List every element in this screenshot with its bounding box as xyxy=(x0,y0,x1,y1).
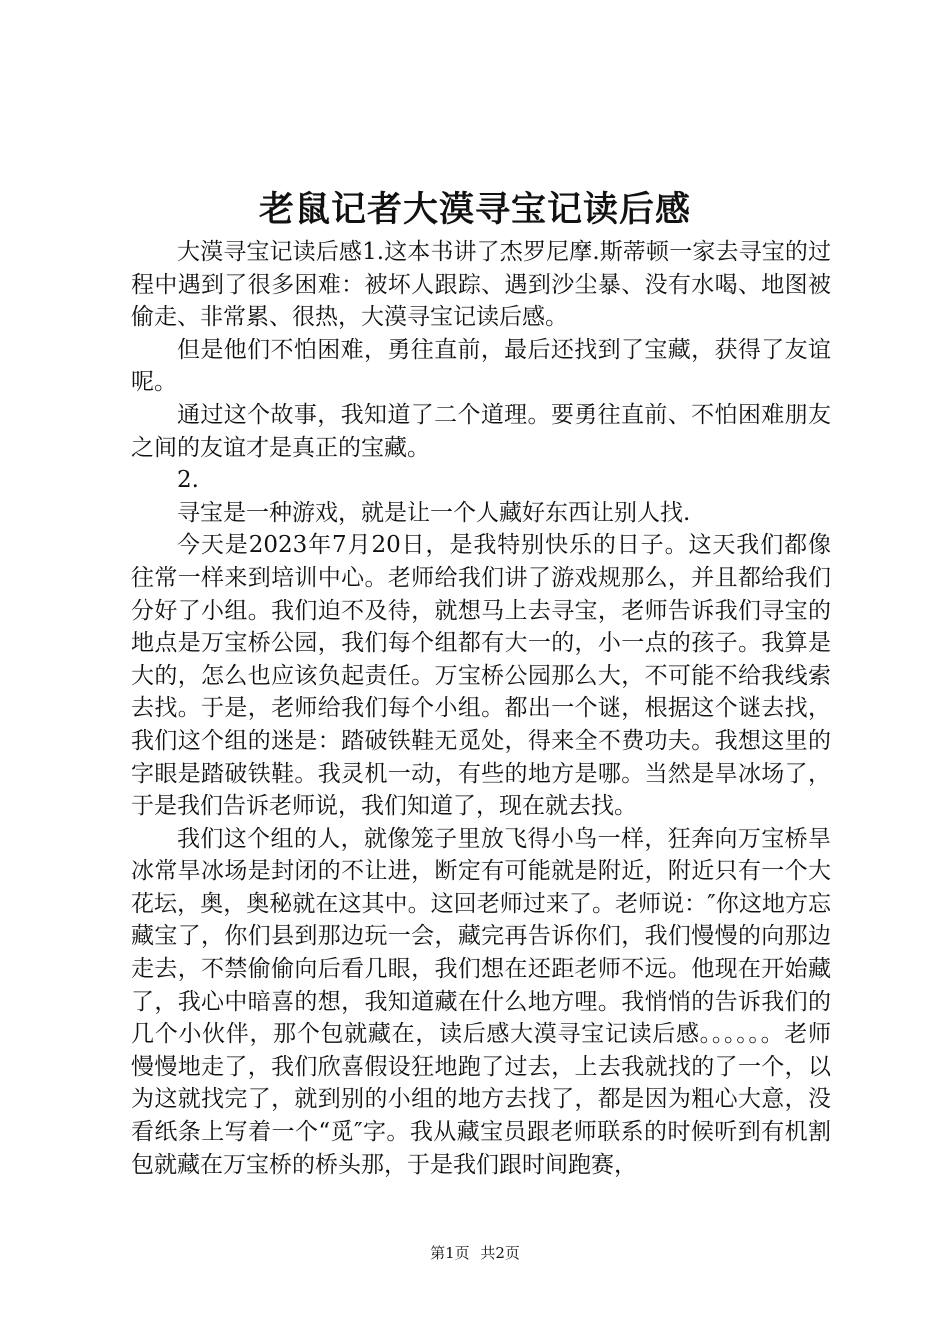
paragraph: 寻宝是一种游戏，就是让一个人藏好东西让别人找. xyxy=(177,499,691,526)
paragraph: 大漠寻宝记读后感1.这本书讲了杰罗尼摩.斯蒂顿一家去寻宝的过程中遇到了很多困难：被坏人跟踪、遇到沙尘暴、没有水喝、地图被偷走、非常累、很热，大漠寻宝记读后感。 xyxy=(131,239,831,331)
paragraph: 我们这个组的人，就像笼子里放飞得小鸟一样，狂奔向万宝桥旱冰常旱冰场是封闭的不让进，断定有可能就是附近，附近只有一个大花坛，奥，奥秘就在这其中。这回老师过来了。老师说：″你这地方忘藏宝了，你们县到那边玩一会，藏完再告诉你们，我们慢慢的向那边走去，不禁偷偷向后看几眼，我们想在还距老师不远。他现在开始藏了，我心中暗喜的想，我知道藏在什么地方哩。我悄悄的告诉我们的几个小伙伴，那个包就藏在，读后感大漠寻宝记读后感。。。。。。老师慢慢地走了，我们欣喜假设狂地跑了过去，上去我就找的了一个，以为这就找完了，就到别的小组的地方去找了，都是因为粗心大意，没看纸条上写着一个“觅″字。我从藏宝员跟老师联系的时候听到有机割包就藏在万宝桥的桥头那，于是我们跟时间跑赛， xyxy=(131,825,831,1178)
paragraph: 通过这个故事，我知道了二个道理。要勇往直前、不怕困难朋友之间的友谊才是真正的宝藏。 xyxy=(131,401,831,461)
paragraph: 今天是2023年7月20日，是我特别快乐的日子。这天我们都像往常一样来到培训中心。老师给我们讲了游戏规那么，并且都给我们分好了小组。我们迫不及待，就想马上去寻宝，老师告诉我们寻宝的地点是万宝桥公园，我们每个组都有大一的，小一点的孩子。我算是大的，怎么也应该负起责任。万宝桥公园那么大，不可能不给我线索去找。于是，老师给我们每个小组。都出一个谜，根据这个谜去找，我们这个组的迷是：踏破铁鞋无觅处，得来全不费功夫。我想这里的字眼是踏破铁鞋。我灵机一动，有些的地方是哪。当然是旱冰场了，于是我们告诉老师说，我们知道了，现在就去找。 xyxy=(131,532,831,820)
paragraph: 2. xyxy=(177,467,199,494)
page-footer xyxy=(0,1242,950,1264)
document-title: 老鼠记者大漠寻宝记读后感 xyxy=(258,189,691,230)
page-total: 共2页 xyxy=(480,1244,520,1262)
paragraph: 但是他们不怕困难，勇往直前，最后还找到了宝藏，获得了友谊呢。 xyxy=(131,336,831,396)
page-number: 第1页 xyxy=(430,1244,470,1262)
document-body xyxy=(131,236,831,1181)
